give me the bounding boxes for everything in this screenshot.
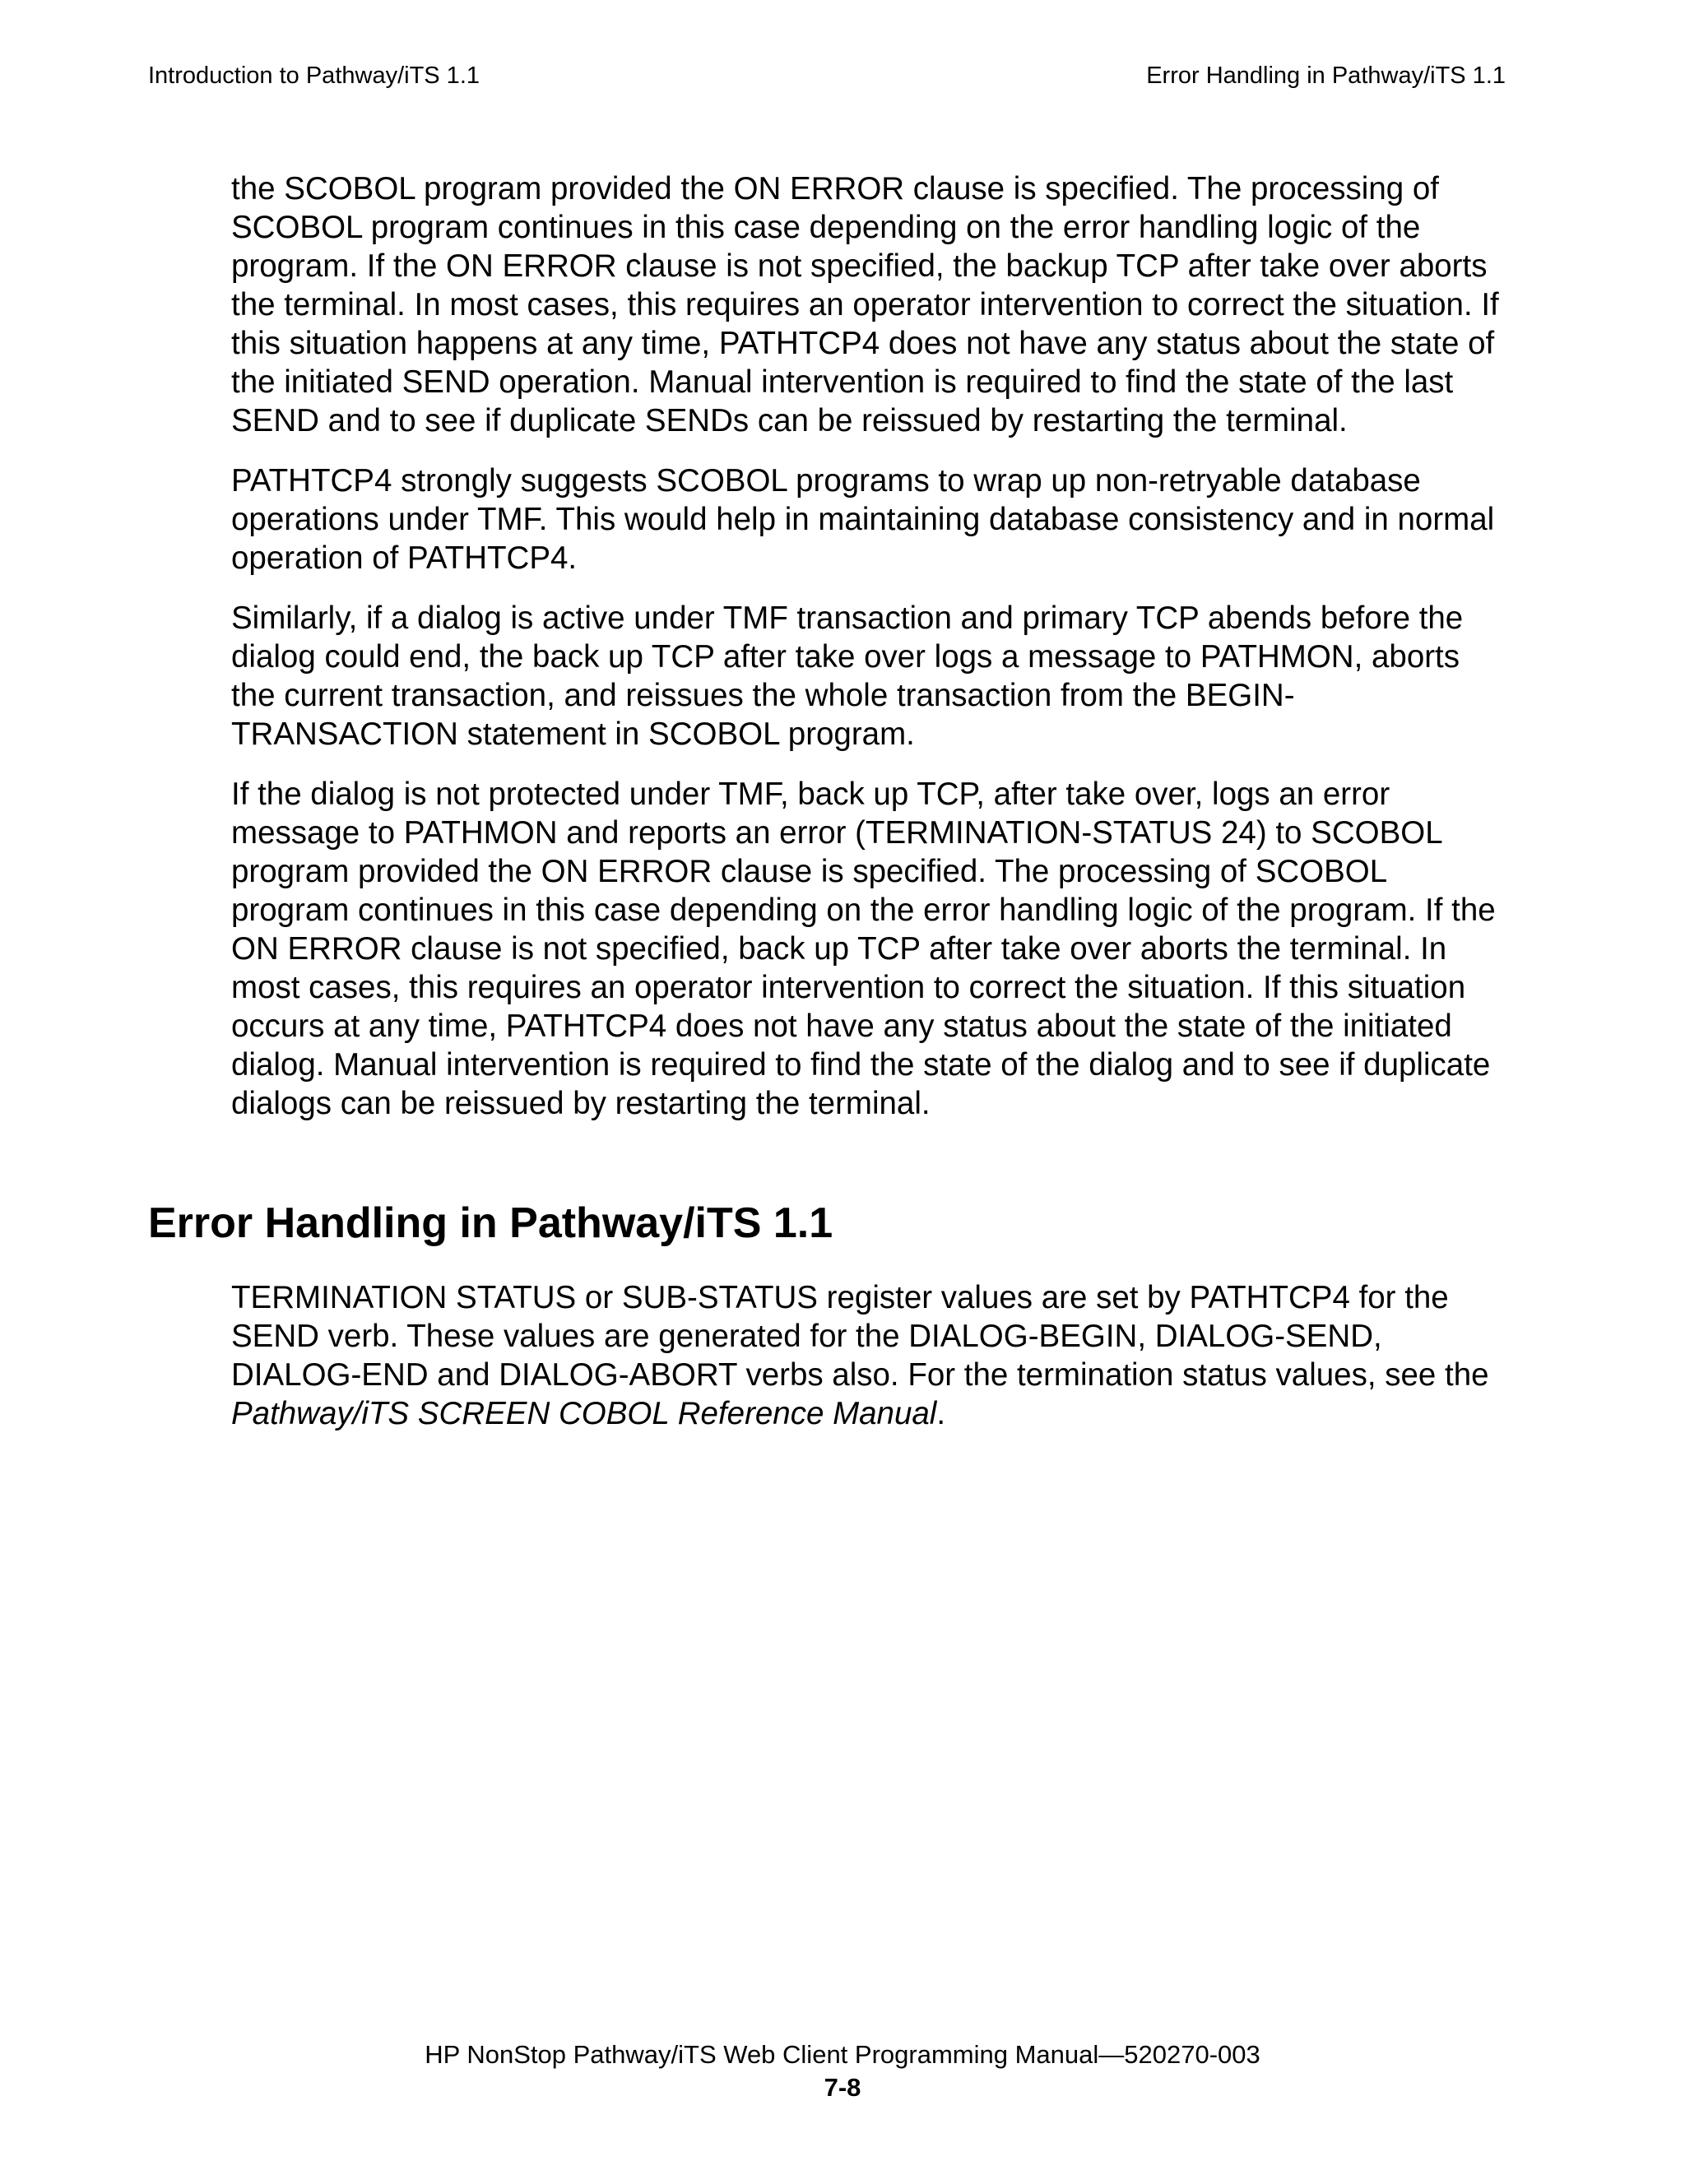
paragraph: Similarly, if a dialog is active under TMF transaction and primary TCP abends before the dialog could end, the back up TCP after take over logs a message to PATHMON, aborts the current transaction, and reissues the whole transaction from the BEGIN-TRANSACTION statement in SCOBOL program. (231, 600, 1464, 752)
paragraph: PATHTCP4 strongly suggests SCOBOL programs to wrap up non-retryable database operations under TMF. This would help in maintaining database consistency and in normal operation of PATHTCP4. (231, 463, 1495, 576)
section-heading: Error Handling in Pathway/iTS 1.1 (148, 1199, 833, 1247)
page-footer (0, 2038, 1685, 2104)
section-paragraph (231, 1278, 1511, 1433)
page-number: 7-8 (824, 2073, 861, 2102)
section-text-end: . (936, 1396, 946, 1431)
paragraph: the SCOBOL program provided the ON ERROR clause is specified. The processing of SCOBOL program continues in this case depending on the error handling logic of the program. If the ON ERROR clause is not specified, the backup TCP after take over aborts the terminal. In most cases, this requires an operator intervention to correct the situation. If this situation happens at any time, PATHTCP4 does not have any status about the state of the initiated SEND operation. Manual intervention is required to find the state of the last SEND and to see if duplicate SENDs can be reissued by restarting the terminal. (231, 171, 1499, 438)
running-header (148, 59, 1506, 92)
header-section-title: Error Handling in Pathway/iTS 1.1 (1146, 63, 1506, 89)
body-text (231, 169, 1511, 1144)
paragraph: If the dialog is not protected under TMF, back up TCP, after take over, logs an error message to PATHMON and reports an error (TERMINATION-STATUS 24) to SCOBOL program provided the ON ERROR clause is specified. The processing of SCOBOL program continues in this case depending on the error handling logic of the program. If the ON ERROR clause is not specified, back up TCP after take over aborts the terminal. In most cases, this requires an operator intervention to correct the situation. If this situation occurs at any time, PATHTCP4 does not have any status about the state of the initiated dialog. Manual intervention is required to find the state of the dialog and to see if duplicate dialogs can be reissued by restarting the terminal. (231, 777, 1496, 1121)
section-body (231, 1278, 1511, 1433)
footer-manual-title: HP NonStop Pathway/iTS Web Client Programming Manual—520270-003 (425, 2040, 1260, 2069)
reference-manual-title: Pathway/iTS SCREEN COBOL Reference Manual (231, 1396, 937, 1431)
header-chapter-title: Introduction to Pathway/iTS 1.1 (148, 63, 480, 89)
section-text: TERMINATION STATUS or SUB-STATUS register values are set by PATHTCP4 for the SEND verb. These values are generated for the DIALOG-BEGIN, DIALOG-SEND, DIALOG-END and DIALOG-ABORT verbs also. For the termination status values, see the (231, 1280, 1489, 1393)
